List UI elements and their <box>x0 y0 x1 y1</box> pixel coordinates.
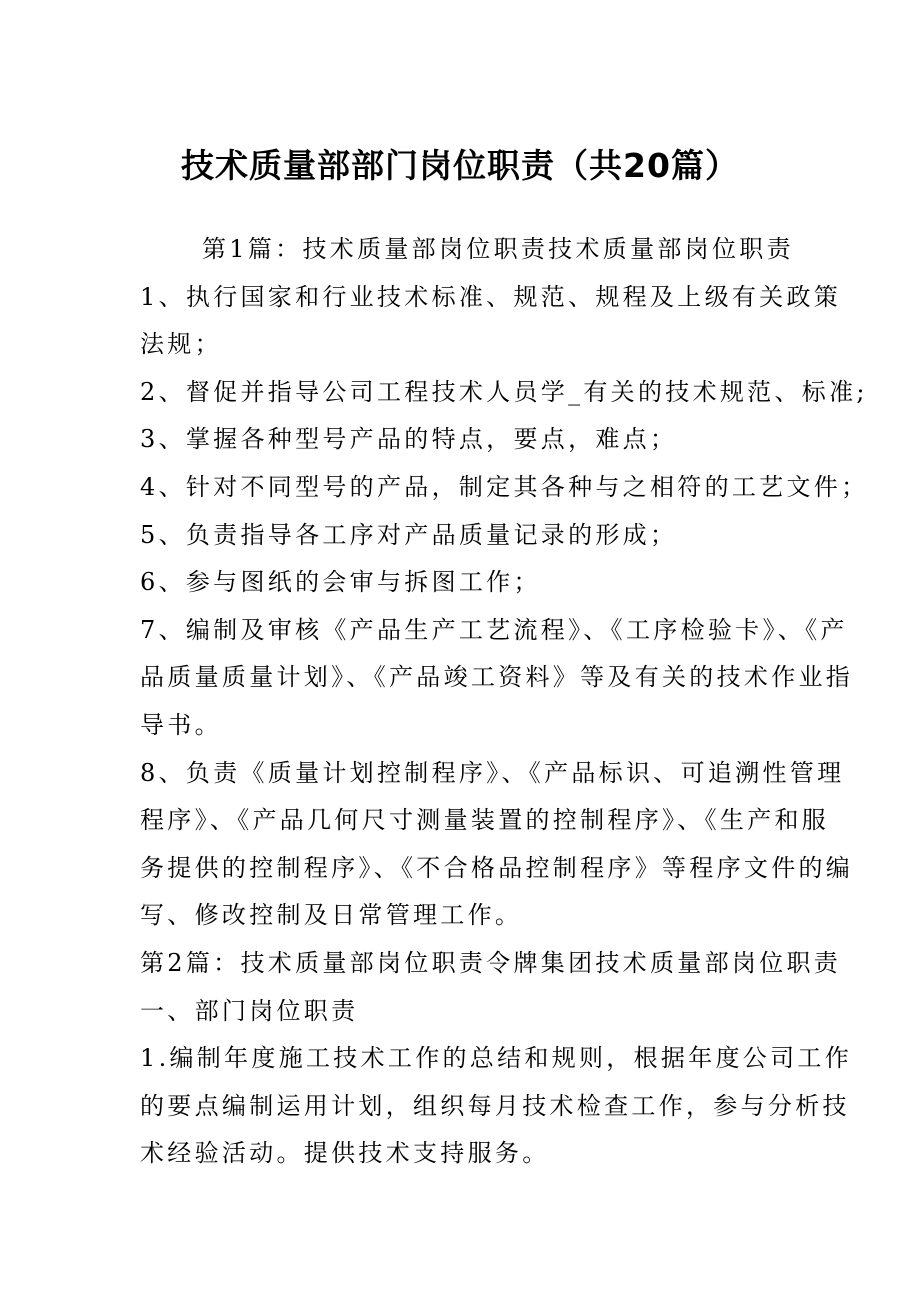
paragraph-line: 6、参与图纸的会审与拆图工作； <box>140 568 541 597</box>
paragraph-line: 5、负责指导各工序对产品质量记录的形成； <box>140 520 678 549</box>
paragraph-line: 8、负责《质量计划控制程序》、《产品标识、可追溯性管理 <box>140 758 845 787</box>
paragraph-line: 1.编制年度施工技术工作的总结和规则，根据年度公司工作 <box>140 1044 852 1073</box>
chapter-heading-2: 第2篇：技术质量部岗位职责令牌集团技术质量部岗位职责 <box>140 948 842 977</box>
paragraph-line: 写、修改控制及日常管理工作。 <box>140 901 523 930</box>
document-body <box>140 226 869 1178</box>
paragraph-line: 法规； <box>140 330 222 359</box>
section-heading: 一、部门岗位职责 <box>140 996 359 1025</box>
paragraph-line: 术经验活动。提供技术支持服务。 <box>140 1139 550 1168</box>
paragraph-line: 3、掌握各种型号产品的特点，要点，难点； <box>140 425 678 454</box>
paragraph-line: 品质量质量计划》、《产品竣工资料》等及有关的技术作业指 <box>140 663 854 692</box>
paragraph-line: 导书。 <box>140 710 222 739</box>
paragraph-line: 2、督促并指导公司工程技术人员学_有关的技术规范、标准; <box>140 377 868 406</box>
paragraph-line: 4、针对不同型号的产品，制定其各种与之相符的工艺文件； <box>140 472 869 501</box>
paragraph-line: 务提供的控制程序》、《不合格品控制程序》等程序文件的编 <box>140 853 854 882</box>
document-title: 技术质量部部门岗位职责（共20篇） <box>181 146 739 185</box>
paragraph-line: 的要点编制运用计划，组织每月技术检查工作，参与分析技 <box>140 1091 850 1120</box>
paragraph-line: 程序》、《产品几何尺寸测量装置的控制程序》、《生产和服 <box>140 806 830 835</box>
paragraph-line: 7、编制及审核《产品生产工艺流程》、《工序检验卡》、《产 <box>140 615 848 644</box>
paragraph-line: 1、执行国家和行业技术标准、规范、规程及上级有关政策 <box>140 282 842 311</box>
chapter-heading-1: 第1篇：技术质量部岗位职责技术质量部岗位职责 <box>202 235 794 263</box>
